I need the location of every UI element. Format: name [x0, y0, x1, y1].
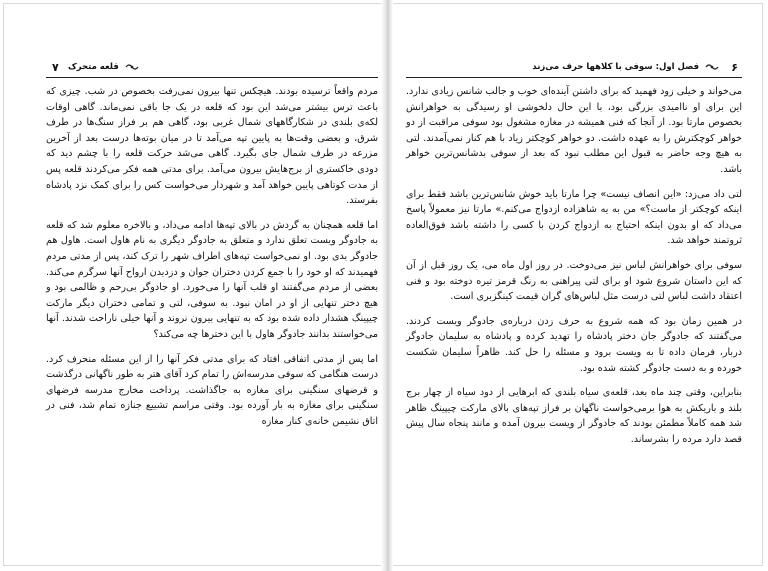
book-gutter — [381, 0, 393, 571]
left-running-title: قلعه متحرک — [68, 62, 119, 72]
right-page-header — [406, 60, 742, 78]
left-paragraph-2: اما قلعه همچنان به گردش در بالای تپه‌ها ادامه می‌داد، و بالاخره معلوم شد که قلعه به جادوگر ویست تعلق ندارد و متعلق به جادوگر دیگری به نام هاول است. هاول هم جادوگر بدی بود. او نمی‌خواست تپه‌های اطراف شهر را ترک کند، پس از مدتی مردم فهمیدند که او خود را با جمع کردن دختران جوان و دزدیدن ارواح آنها سرگرم می‌کند. بعضی از مردم می‌گفتند او قلب آنها را می‌خورد. او جادوگر بی‌رحم و ظالمی بود و هیچ دختر تنهایی از او در امان نبود. به سوفی، لتی و تمامی دختران دیگر مارکت چیپینگ هشدار داده شده بود که به تنهایی بیرون نروند و آنها خیلی ناراحت شدند. آنها می‌خواستند بدانند جادوگر هاول با این دختر‌ها چه می‌کند؟ — [46, 219, 378, 340]
left-paragraph-1: مردم واقعاً ترسیده بودند. هیچکس تنها بیرون نمی‌رفت بخصوص در شب. چیزی که باعث ترس بیشتر می‌شد این بود که قلعه در یک جا باقی نمی‌ماند. گاهی اوقات لکه‌ی بلندی در شکارگاههای شمال غربی بود، گاهی هم بر فراز سنگ‌ها در طرف شرق، و بعضی وقت‌ها به پایین تپه می‌آمد تا در میان بوته‌ها درست بعد از آخرین مزرعه در طرف شمال جای بگیرد. گاهی می‌شد حرکت قلعه را با چشم دید که دودی خاکستری از برج‌هایش بیرون می‌آمد. برای مدتی همه فکر می‌کردند قلعه پس از مدت کوتاهی پایین خواهد آمد و شهردار می‌خواست کس را برای کمک نزد پادشاه بفرستد. — [46, 86, 378, 207]
left-page-number: ۷ — [52, 61, 59, 74]
right-page-number: ۶ — [731, 61, 738, 74]
right-header-rule — [406, 77, 742, 78]
right-page-body — [406, 84, 742, 456]
right-running-title-wrap — [532, 62, 722, 72]
left-paragraph-3: اما پس از مدتی اتفاقی افتاد که برای مدتی فکر آنها را از این مسئله منحرف کرد. درست هنگامی که سوفی مدرسه‌اش را تمام کرد آقای هتر به طور ناگهانی درگذشت و قرضهای سنگینی برای مغازه به جاگذاشت. پرداخت مخارج مدرسه فرضهای سنگینی برای مغازه به بار آورده بود. وقتی مراسم تشییع جنازه تمام شد، فنی در اتاق نشیمن خانه‌ی کنار مغازه — [46, 353, 378, 427]
left-header-rule — [46, 77, 378, 78]
right-paragraph-1: می‌خواند و خیلی زود فهمید که برای داشتن آینده‌ای خوب و جالب شانس زیادی ندارد. این برای او ناامیدی بزرگی بود، با این حال دلخوشی او رسیدگی به خواهرانش بخصوص مارتا بود. از آنجا که فنی همیشه در مغازه مشغول بود سوفی مراقبت از دو خواهر کوچکترش را به عهده داشت. دو خواهر کوچکتر زیاد با هم کنار نمی‌آمدند. لتی به هیچ وجه حاضر به قبول این مطلب نبود که بعد از سوفی بدشانس‌ترین خواهر باشد. — [406, 86, 742, 175]
right-paragraph-2: لتی داد می‌زد: «این انصاف نیست» چرا مارتا باید خوش شانس‌ترین باشد فقط برای اینکه کوچکتر از ماست؟» من به یه شاهزاده ازدواج می‌کنم.» مارتا نیز معمولاً پاسخ می‌داد که او بدون اینکه احتیاج به ازدواج کردن با کسی را داشته باشد فوق‌العاده ثروتمند خواهد شد. — [406, 188, 742, 247]
right-paragraph-4: در همین زمان بود که همه شروع به حرف زدن درباره‌ی جادوگر ویست کردند. می‌گفتند که جادوگر جان دختر پادشاه را تهدید کرده و پادشاه به سلیمان جادوگر دربار، فرمان داده تا به ویست برود و مسئله را حل کند. ظاهراً سلیمان شکست خورده و به دست جادوگر کشته شده بود. — [406, 315, 742, 374]
right-running-title: فصل اول: سوفی با کلاهها حرف می‌زند — [532, 62, 700, 72]
left-page-header — [46, 60, 378, 78]
right-paragraph-5: بنابراین، وقتی چند ماه بعد، قلعه‌ی سیاه بلندی که ابرهایی از دود سیاه از چهار برج بلند و باریکش به هوا برمی‌خواست ناگهان بر فراز تپه‌های بالای مارکت چیپینگ ظاهر شد همه کاملاً مطمئن بودند که جادوگر از ویست بیرون آمده و مانند پنجاه سال پیش قصد دارد مرده را بشرساند. — [406, 387, 742, 445]
ornament-icon — [125, 63, 139, 71]
ornament-icon — [705, 63, 719, 71]
right-paragraph-3: سوفی برای خواهرانش لباس نیز می‌دوخت. در روز اول ماه می، یک روز قبل از آن که این داستان شروع شود او برای لتی پیراهنی به رنگ قرمز تیره دوخته بود و فنی اعتقاد داشت لباس لتی درست مثل لباس‌های گران قیمت کینگزبری است. — [406, 259, 742, 303]
left-running-title-wrap — [68, 62, 142, 72]
left-page-body — [46, 84, 378, 438]
